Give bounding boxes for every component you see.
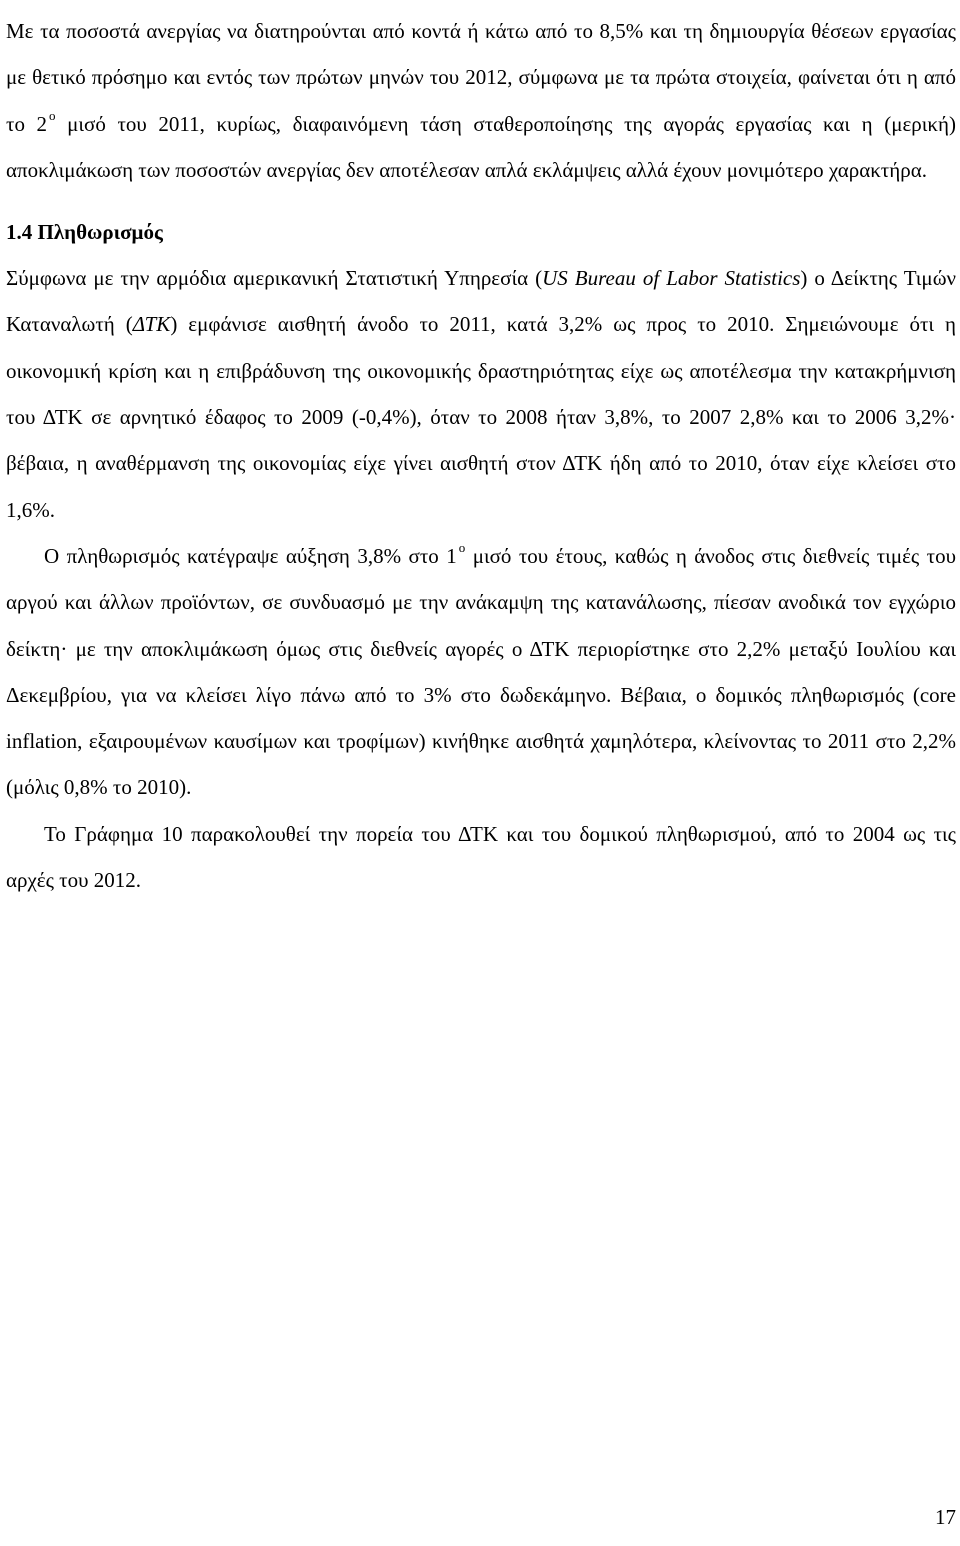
paragraph-text: ) ο Δείκτης Τιμών Καταναλωτή ( bbox=[6, 266, 957, 337]
paragraph-text: Το Γράφημα 10 παρακολουθεί την πορεία του ΔΤΚ και του δομικού πληθωρισμού, από το 2004 ως τις αρχές του 2012. bbox=[6, 821, 956, 893]
paragraph-inflation bbox=[6, 533, 956, 811]
superscript-ordinal: ο bbox=[49, 107, 56, 123]
paragraph-text: Με τα ποσοστά ανεργίας να διατηρούνται από κοντά ή κάτω από το 8,5% και τη δημιουργία θέσεων εργασίας με θετικό πρόσημο και εντός των πρώτων μηνών του 2012, σύμφωνα με τα πρώτα στοιχεία, φαίνεται ότι η από το 2 bbox=[6, 19, 956, 136]
paragraph-text: μισό του έτους, καθώς η άνοδος στις διεθνείς τιμές του αργού και άλλων προϊόντων, σε συνδυασμό με την ανάκαμψη της κατανάλωσης, πίεσαν ανοδικά τον εγχώριο δείκτη· με την αποκλιμάκωση όμως στις διεθνείς αγορές ο ΔΤΚ περιορίστηκε στο 2,2% μεταξύ Ιουλίου και Δεκεμβρίου, για να κλείσει λίγο πάνω από το 3% στο δωδεκάμηνο. Βέβαια, ο δομικός πληθωρισμός (core inflation, εξαιρουμένων καυσίμων και τροφίμων) κινήθηκε αισθητά χαμηλότερα, κλείνοντας το 2011 στο 2,2% (μόλις 0,8% το 2010). bbox=[6, 543, 956, 800]
paragraph-chart-reference bbox=[6, 811, 956, 904]
paragraph-text: ) εμφάνισε αισθητή άνοδο το 2011, κατά 3,2% ως προς το 2010. Σημειώνουμε ότι η οικονομική κρίση και η επιβράδυνση της οικονομικής δραστηριότητας είχε ως αποτέλεσμα την κατακρήμνιση του ΔΤΚ σε αρνητικό έδαφος το 2009 (-0,4%), όταν το 2008 ήταν 3,8%, το 2007 2,8% και το 2006 3,2%· βέβαια, η αναθέρμανση της οικονομίας είχε γίνει αισθητή στον ΔΤΚ ήδη από το 2010, όταν είχε κλείσει στο 1,6%. bbox=[6, 312, 956, 522]
paragraph-text: Σύμφωνα με την αρμόδια αμερικανική Στατιστική Υπηρεσία ( bbox=[6, 266, 543, 291]
italic-text: ΔΤΚ bbox=[132, 312, 171, 337]
superscript-ordinal: ο bbox=[458, 539, 466, 555]
paragraph-unemployment bbox=[6, 0, 956, 193]
italic-text: US Bureau of Labor Statistics bbox=[542, 266, 801, 291]
section-heading: 1.4 Πληθωρισμός bbox=[6, 220, 163, 245]
page-number: 17 bbox=[935, 1505, 956, 1529]
paragraph-text: μισό του 2011, κυρίως, διαφαινόμενη τάση σταθεροποίησης της αγοράς εργασίας και η (μερική) αποκλιμάκωση των ποσοστών ανεργίας δεν αποτέλεσαν απλά εκλάμψεις αλλά έχουν μονιμότερο χαρακτήρα. bbox=[6, 111, 956, 182]
paragraph-text: Ο πληθωρισμός κατέγραψε αύξηση 3,8% στο 1 bbox=[44, 543, 457, 568]
paragraph-cpi bbox=[6, 255, 956, 533]
document-page bbox=[6, 0, 956, 903]
